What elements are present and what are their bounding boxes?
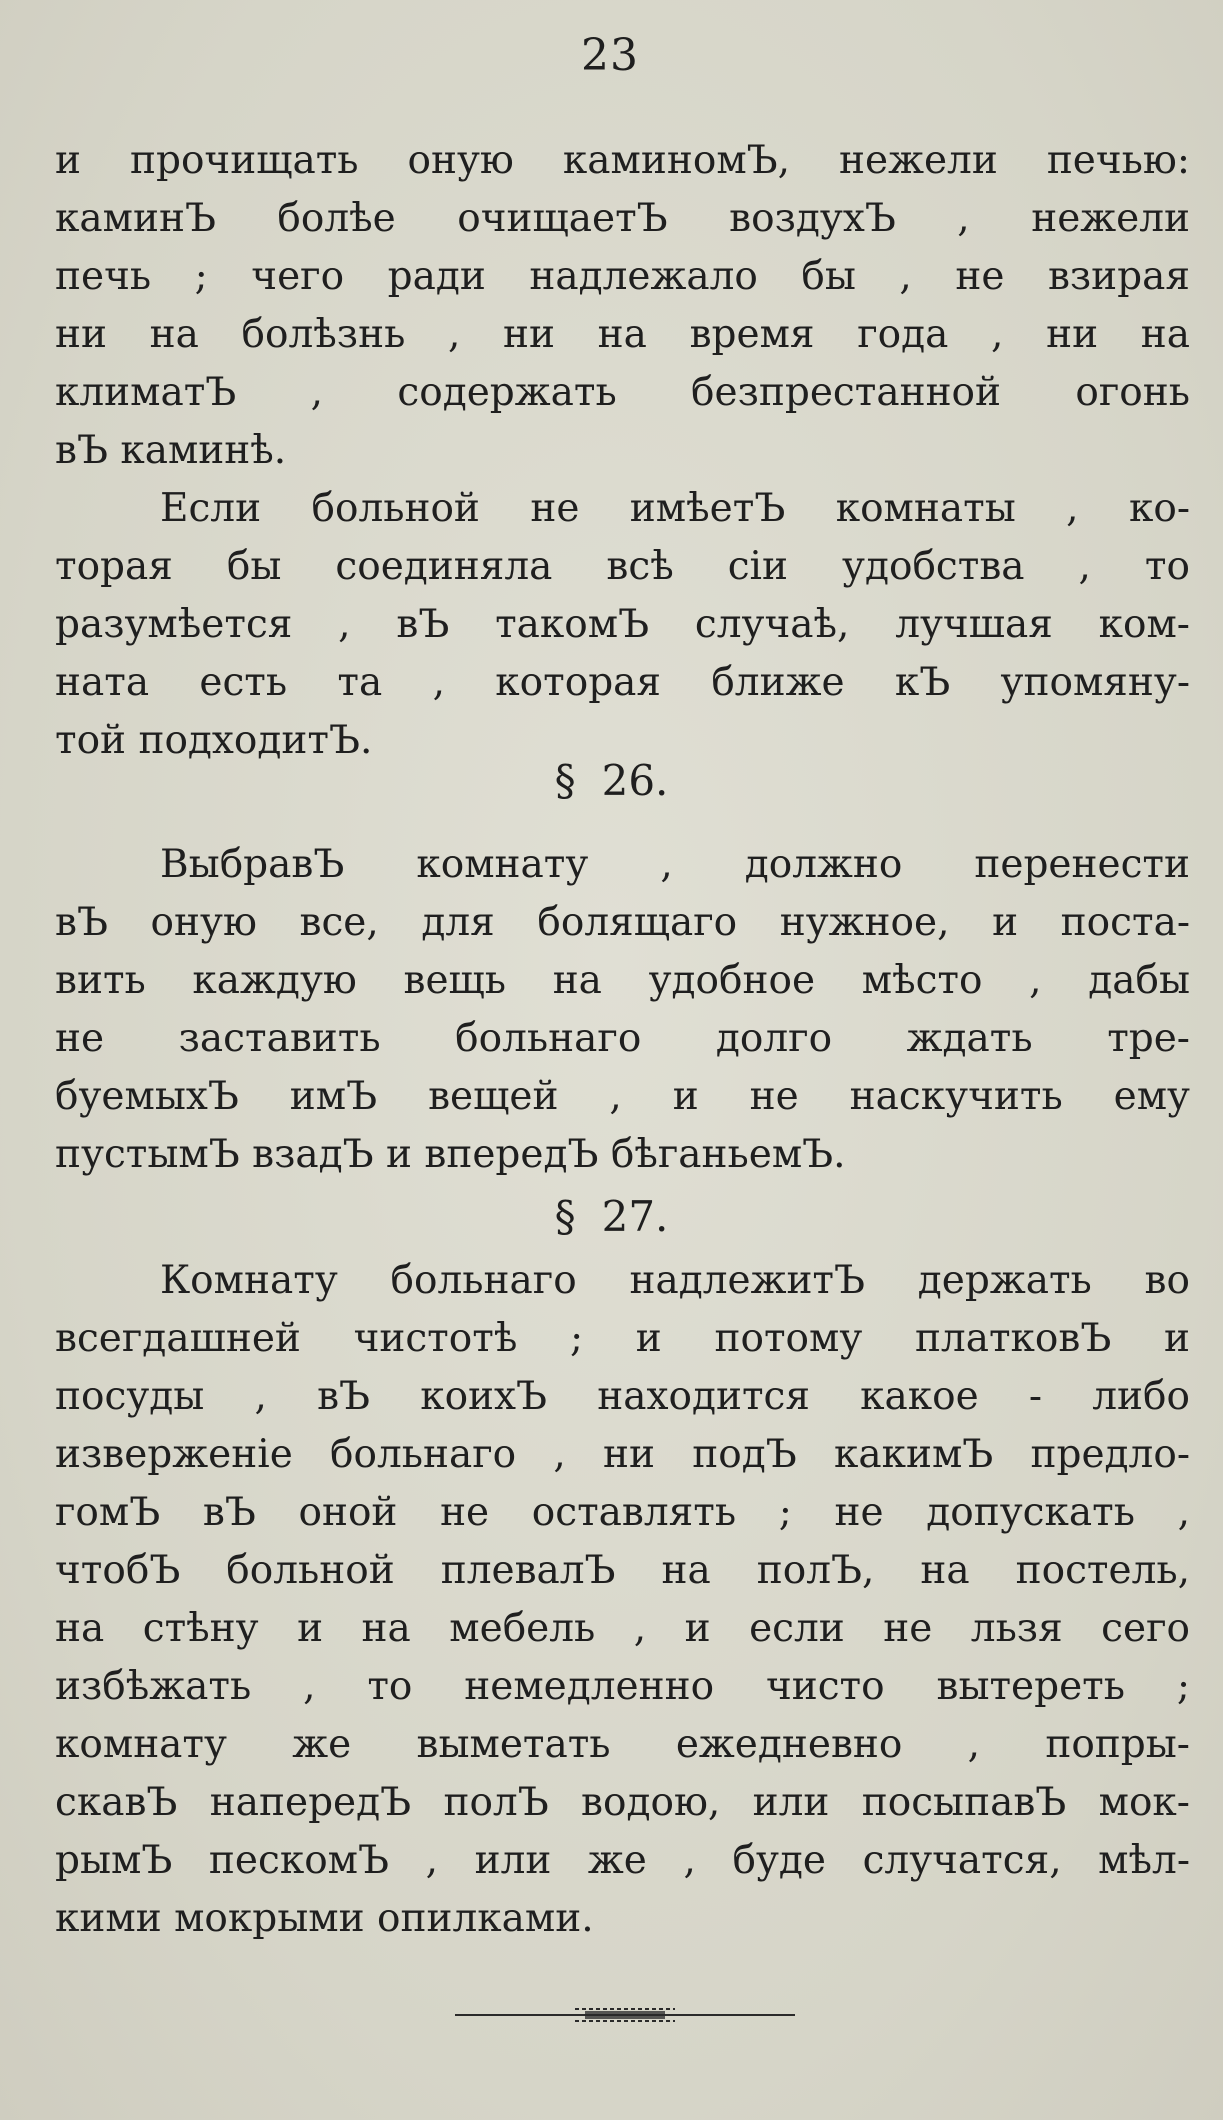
text-line: вЪ каминѣ. bbox=[55, 428, 287, 473]
text-line: кими мокрыми опилками. bbox=[55, 1896, 594, 1941]
ornament-divider bbox=[455, 2000, 795, 2030]
section-number: 26. bbox=[601, 756, 669, 805]
text-line: не заставить больнаго долго ждать тре- bbox=[55, 1016, 1190, 1061]
text-line: всегдашней чистотѣ ; и потому платковЪ и bbox=[55, 1316, 1190, 1361]
text-line: печь ; чего ради надлежало бы , не взирая bbox=[55, 254, 1190, 299]
text-line: гомЪ вЪ оной не оставлять ; не допускать , bbox=[55, 1490, 1190, 1535]
section-heading-26 bbox=[0, 752, 1223, 810]
text-line: каминЪ болѣе очищаетЪ воздухЪ , нежели bbox=[55, 196, 1190, 241]
page-number: 23 bbox=[581, 30, 639, 81]
text-line: изверженіе больнаго , ни подЪ какимЪ предло- bbox=[55, 1432, 1190, 1477]
text-line: Если больной не имѣетЪ комнаты , ко- bbox=[160, 486, 1190, 531]
text-line: чтобЪ больной плевалЪ на полЪ, на постель, bbox=[55, 1548, 1190, 1593]
text-line: буемыхЪ имЪ вещей , и не наскучить ему bbox=[55, 1074, 1190, 1119]
section-sign: § bbox=[554, 756, 576, 805]
text-line: вЪ оную все, для болящаго нужное, и поста- bbox=[55, 900, 1190, 945]
text-line: климатЪ , содержать безпрестанной огонь bbox=[55, 370, 1190, 415]
text-line: на стѣну и на мебель , и если не льзя сего bbox=[55, 1606, 1190, 1651]
text-line: и прочищать оную каминомЪ, нежели печью: bbox=[55, 138, 1190, 183]
section-heading-27 bbox=[0, 1188, 1223, 1246]
text-line: ната есть та , которая ближе кЪ упомяну- bbox=[55, 660, 1190, 705]
text-line: разумѣется , вЪ такомЪ случаѣ, лучшая ком- bbox=[55, 602, 1190, 647]
text-line: ни на болѣзнь , ни на время года , ни на bbox=[55, 312, 1190, 357]
section-sign: § bbox=[554, 1192, 576, 1241]
text-line: рымЪ пескомЪ , или же , буде случатся, мѣл- bbox=[55, 1838, 1190, 1883]
text-line: скавЪ напередЪ полЪ водою, или посыпавЪ мок- bbox=[55, 1780, 1190, 1825]
text-line: той подходитЪ. bbox=[55, 718, 373, 763]
text-line: посуды , вЪ коихЪ находится какое - либо bbox=[55, 1374, 1190, 1419]
text-line: комнату же выметать ежедневно , попры- bbox=[55, 1722, 1190, 1767]
text-line: пустымЪ взадЪ и впередЪ бѣганьемЪ. bbox=[55, 1132, 846, 1177]
text-line: избѣжать , то немедленно чисто вытереть ; bbox=[55, 1664, 1190, 1709]
text-line: ВыбравЪ комнату , должно перенести bbox=[160, 842, 1190, 887]
text-line: Комнату больнаго надлежитЪ держать во bbox=[160, 1258, 1190, 1303]
text-line: торая бы соединяла всѣ сіи удобства , то bbox=[55, 544, 1190, 589]
text-line: вить каждую вещь на удобное мѣсто , дабы bbox=[55, 958, 1190, 1003]
section-number: 27. bbox=[601, 1192, 669, 1241]
